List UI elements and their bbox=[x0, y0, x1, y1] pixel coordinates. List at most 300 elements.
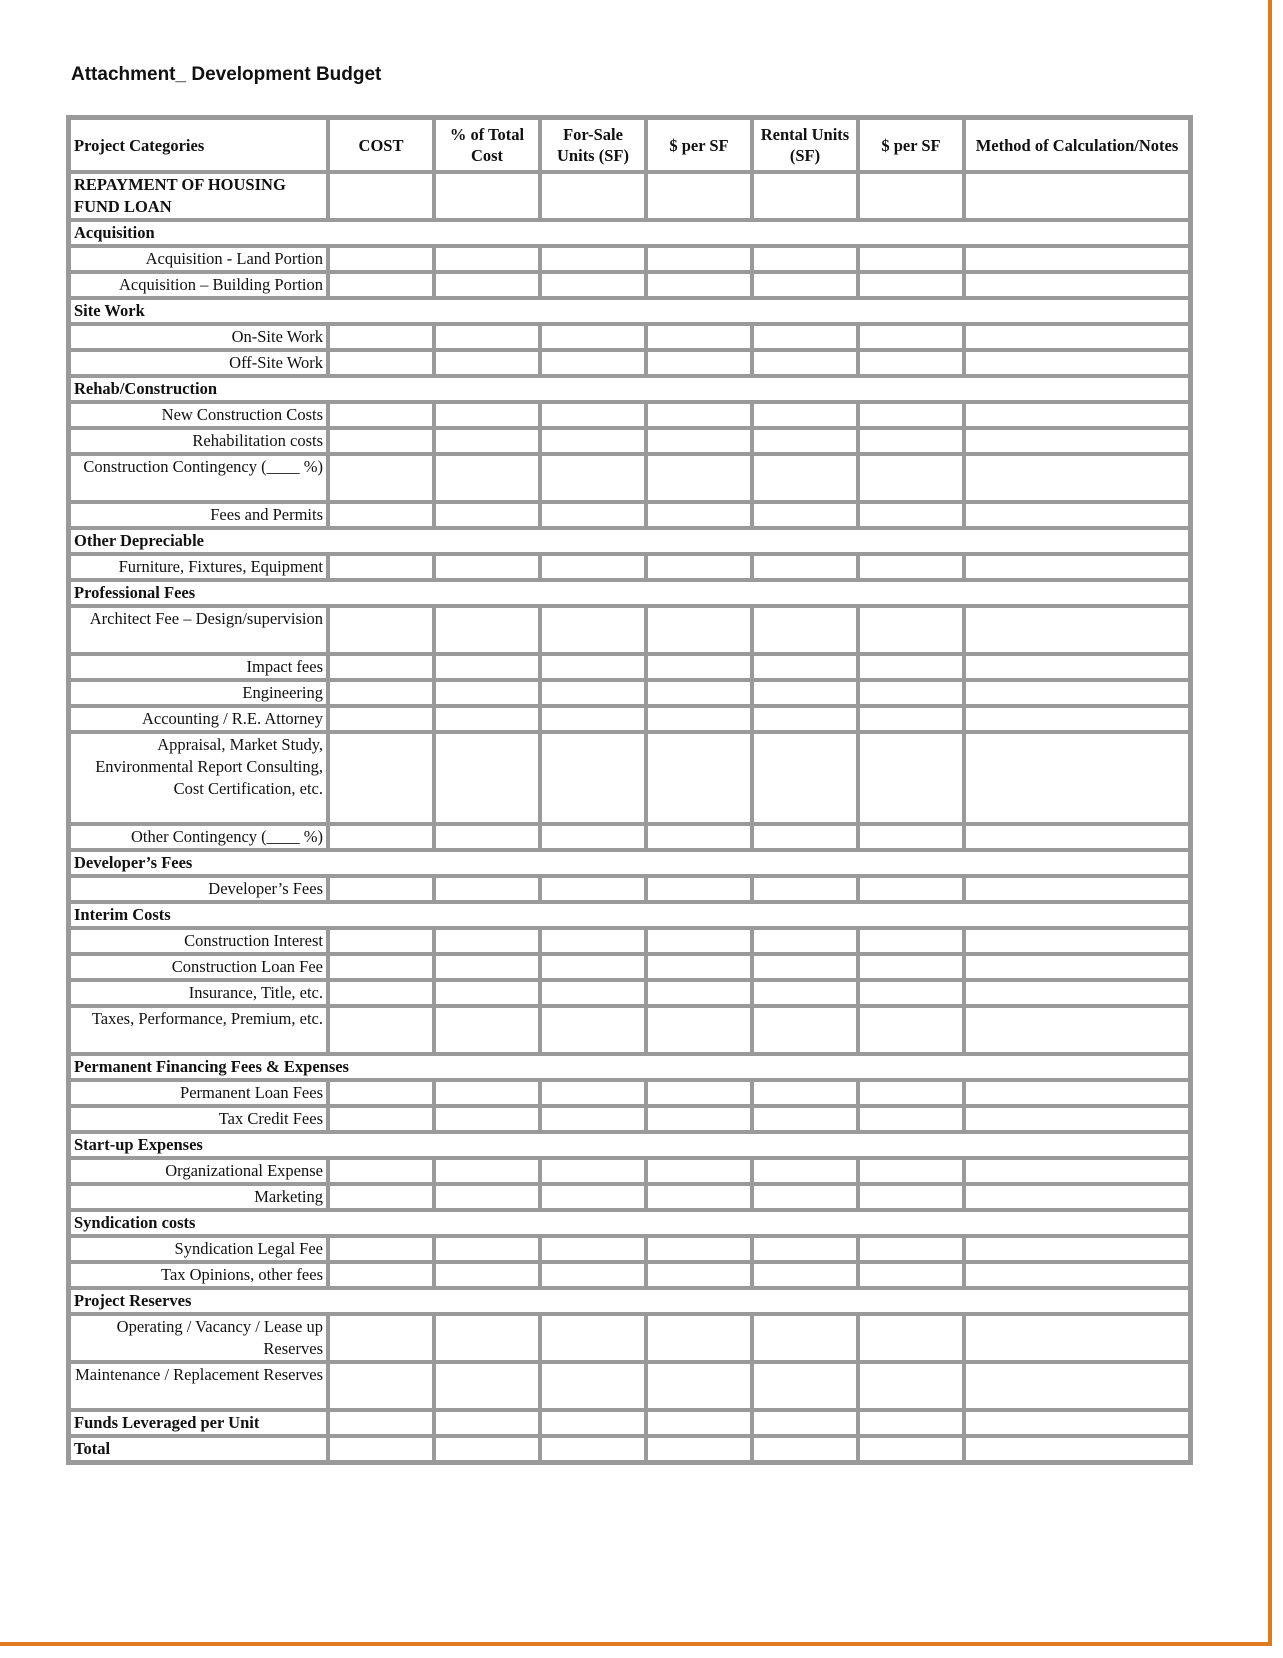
for-sale-per-sf-cell[interactable] bbox=[646, 502, 752, 528]
notes-cell[interactable] bbox=[964, 680, 1190, 706]
for-sale-units-cell[interactable] bbox=[540, 324, 646, 350]
table-row bbox=[69, 876, 1190, 902]
notes-cell[interactable] bbox=[964, 954, 1190, 980]
notes-cell[interactable] bbox=[964, 876, 1190, 902]
category-label: Impact fees bbox=[69, 654, 328, 680]
rental-units-cell[interactable] bbox=[752, 428, 858, 454]
category-label: Construction Loan Fee bbox=[69, 954, 328, 980]
section-row bbox=[69, 376, 1190, 402]
rental-per-sf-cell[interactable] bbox=[858, 324, 964, 350]
cost-cell[interactable] bbox=[328, 454, 434, 502]
percent-total-cell[interactable] bbox=[434, 246, 540, 272]
table-row bbox=[69, 732, 1190, 824]
percent-total-cell[interactable] bbox=[434, 824, 540, 850]
percent-total-cell[interactable] bbox=[434, 272, 540, 298]
rental-units-cell[interactable] bbox=[752, 324, 858, 350]
for-sale-per-sf-cell[interactable] bbox=[646, 1410, 752, 1436]
cost-cell[interactable] bbox=[328, 554, 434, 580]
column-header: For-Sale Units (SF) bbox=[540, 118, 646, 172]
section-row bbox=[69, 298, 1190, 324]
section-label: Syndication costs bbox=[69, 1210, 1190, 1236]
notes-cell[interactable] bbox=[964, 1262, 1190, 1288]
for-sale-units-cell[interactable] bbox=[540, 1236, 646, 1262]
section-label: Other Depreciable bbox=[69, 528, 1190, 554]
table-row bbox=[69, 324, 1190, 350]
table-row bbox=[69, 1236, 1190, 1262]
rental-per-sf-cell[interactable] bbox=[858, 350, 964, 376]
rental-per-sf-cell[interactable] bbox=[858, 1236, 964, 1262]
for-sale-units-cell[interactable] bbox=[540, 954, 646, 980]
rental-units-cell[interactable] bbox=[752, 1362, 858, 1410]
notes-cell[interactable] bbox=[964, 1158, 1190, 1184]
column-header: $ per SF bbox=[646, 118, 752, 172]
for-sale-per-sf-cell[interactable] bbox=[646, 706, 752, 732]
for-sale-units-cell[interactable] bbox=[540, 1158, 646, 1184]
percent-total-cell[interactable] bbox=[434, 554, 540, 580]
notes-cell[interactable] bbox=[964, 454, 1190, 502]
section-row bbox=[69, 1132, 1190, 1158]
percent-total-cell[interactable] bbox=[434, 1158, 540, 1184]
table-row bbox=[69, 402, 1190, 428]
for-sale-per-sf-cell[interactable] bbox=[646, 1262, 752, 1288]
for-sale-units-cell[interactable] bbox=[540, 402, 646, 428]
cost-cell[interactable] bbox=[328, 1314, 434, 1362]
percent-total-cell[interactable] bbox=[434, 1410, 540, 1436]
cost-cell[interactable] bbox=[328, 980, 434, 1006]
notes-cell[interactable] bbox=[964, 1106, 1190, 1132]
for-sale-per-sf-cell[interactable] bbox=[646, 1184, 752, 1210]
section-label: Start-up Expenses bbox=[69, 1132, 1190, 1158]
for-sale-per-sf-cell[interactable] bbox=[646, 606, 752, 654]
section-row bbox=[69, 580, 1190, 606]
cost-cell[interactable] bbox=[328, 428, 434, 454]
section-label: Project Reserves bbox=[69, 1288, 1190, 1314]
for-sale-units-cell[interactable] bbox=[540, 1006, 646, 1054]
for-sale-units-cell[interactable] bbox=[540, 1362, 646, 1410]
notes-cell[interactable] bbox=[964, 1236, 1190, 1262]
rental-units-cell[interactable] bbox=[752, 606, 858, 654]
cost-cell[interactable] bbox=[328, 876, 434, 902]
cost-cell[interactable] bbox=[328, 954, 434, 980]
table-row bbox=[69, 272, 1190, 298]
category-label: Other Contingency (____ %) bbox=[69, 824, 328, 850]
percent-total-cell[interactable] bbox=[434, 502, 540, 528]
rental-units-cell[interactable] bbox=[752, 1436, 858, 1462]
percent-total-cell[interactable] bbox=[434, 350, 540, 376]
table-row bbox=[69, 606, 1190, 654]
rental-per-sf-cell[interactable] bbox=[858, 272, 964, 298]
section-label: Rehab/Construction bbox=[69, 376, 1190, 402]
for-sale-units-cell[interactable] bbox=[540, 454, 646, 502]
notes-cell[interactable] bbox=[964, 428, 1190, 454]
notes-cell[interactable] bbox=[964, 1410, 1190, 1436]
section-label: Developer’s Fees bbox=[69, 850, 1190, 876]
table-row bbox=[69, 654, 1190, 680]
for-sale-units-cell[interactable] bbox=[540, 272, 646, 298]
table-row bbox=[69, 554, 1190, 580]
rental-per-sf-cell[interactable] bbox=[858, 980, 964, 1006]
notes-cell[interactable] bbox=[964, 928, 1190, 954]
notes-cell[interactable] bbox=[964, 1436, 1190, 1462]
for-sale-units-cell[interactable] bbox=[540, 246, 646, 272]
table-row bbox=[69, 1314, 1190, 1362]
cost-cell[interactable] bbox=[328, 350, 434, 376]
rental-units-cell[interactable] bbox=[752, 1262, 858, 1288]
cost-cell[interactable] bbox=[328, 606, 434, 654]
notes-cell[interactable] bbox=[964, 732, 1190, 824]
for-sale-per-sf-cell[interactable] bbox=[646, 824, 752, 850]
percent-total-cell[interactable] bbox=[434, 980, 540, 1006]
rental-per-sf-cell[interactable] bbox=[858, 876, 964, 902]
for-sale-units-cell[interactable] bbox=[540, 606, 646, 654]
for-sale-per-sf-cell[interactable] bbox=[646, 454, 752, 502]
percent-total-cell[interactable] bbox=[434, 1236, 540, 1262]
cost-cell[interactable] bbox=[328, 402, 434, 428]
section-row bbox=[69, 528, 1190, 554]
percent-total-cell[interactable] bbox=[434, 172, 540, 220]
for-sale-per-sf-cell[interactable] bbox=[646, 1236, 752, 1262]
notes-cell[interactable] bbox=[964, 324, 1190, 350]
development-budget-table bbox=[66, 115, 1193, 1465]
percent-total-cell[interactable] bbox=[434, 1080, 540, 1106]
for-sale-units-cell[interactable] bbox=[540, 928, 646, 954]
for-sale-per-sf-cell[interactable] bbox=[646, 1158, 752, 1184]
cost-cell[interactable] bbox=[328, 928, 434, 954]
rental-units-cell[interactable] bbox=[752, 402, 858, 428]
for-sale-per-sf-cell[interactable] bbox=[646, 1080, 752, 1106]
for-sale-per-sf-cell[interactable] bbox=[646, 324, 752, 350]
notes-cell[interactable] bbox=[964, 502, 1190, 528]
table-row bbox=[69, 680, 1190, 706]
section-label: Acquisition bbox=[69, 220, 1190, 246]
cost-cell[interactable] bbox=[328, 1436, 434, 1462]
notes-cell[interactable] bbox=[964, 1184, 1190, 1210]
category-label: Tax Credit Fees bbox=[69, 1106, 328, 1132]
cost-cell[interactable] bbox=[328, 706, 434, 732]
rental-per-sf-cell[interactable] bbox=[858, 1436, 964, 1462]
percent-total-cell[interactable] bbox=[434, 1436, 540, 1462]
table-row bbox=[69, 980, 1190, 1006]
rental-per-sf-cell[interactable] bbox=[858, 454, 964, 502]
rental-per-sf-cell[interactable] bbox=[858, 1006, 964, 1054]
cost-cell[interactable] bbox=[328, 502, 434, 528]
section-label: Professional Fees bbox=[69, 580, 1190, 606]
header-row bbox=[69, 118, 1190, 172]
cost-cell[interactable] bbox=[328, 272, 434, 298]
notes-cell[interactable] bbox=[964, 654, 1190, 680]
for-sale-per-sf-cell[interactable] bbox=[646, 928, 752, 954]
category-label: On-Site Work bbox=[69, 324, 328, 350]
section-row bbox=[69, 1288, 1190, 1314]
column-header: Project Categories bbox=[69, 118, 328, 172]
percent-total-cell[interactable] bbox=[434, 706, 540, 732]
rental-units-cell[interactable] bbox=[752, 1236, 858, 1262]
cost-cell[interactable] bbox=[328, 172, 434, 220]
rental-per-sf-cell[interactable] bbox=[858, 1410, 964, 1436]
rental-per-sf-cell[interactable] bbox=[858, 1314, 964, 1362]
table-row bbox=[69, 172, 1190, 220]
rental-units-cell[interactable] bbox=[752, 954, 858, 980]
rental-units-cell[interactable] bbox=[752, 980, 858, 1006]
for-sale-per-sf-cell[interactable] bbox=[646, 1436, 752, 1462]
percent-total-cell[interactable] bbox=[434, 428, 540, 454]
cost-cell[interactable] bbox=[328, 246, 434, 272]
table-row bbox=[69, 1080, 1190, 1106]
percent-total-cell[interactable] bbox=[434, 732, 540, 824]
for-sale-per-sf-cell[interactable] bbox=[646, 272, 752, 298]
for-sale-units-cell[interactable] bbox=[540, 680, 646, 706]
notes-cell[interactable] bbox=[964, 350, 1190, 376]
for-sale-units-cell[interactable] bbox=[540, 1314, 646, 1362]
percent-total-cell[interactable] bbox=[434, 876, 540, 902]
for-sale-per-sf-cell[interactable] bbox=[646, 246, 752, 272]
section-row bbox=[69, 1054, 1190, 1080]
rental-per-sf-cell[interactable] bbox=[858, 428, 964, 454]
category-label: Acquisition – Building Portion bbox=[69, 272, 328, 298]
category-label: Organizational Expense bbox=[69, 1158, 328, 1184]
notes-cell[interactable] bbox=[964, 1314, 1190, 1362]
rental-per-sf-cell[interactable] bbox=[858, 554, 964, 580]
for-sale-units-cell[interactable] bbox=[540, 1436, 646, 1462]
category-label: Construction Contingency (____ %) bbox=[69, 454, 328, 502]
table-row bbox=[69, 246, 1190, 272]
notes-cell[interactable] bbox=[964, 1362, 1190, 1410]
column-header: Rental Units (SF) bbox=[752, 118, 858, 172]
cost-cell[interactable] bbox=[328, 680, 434, 706]
section-label: Interim Costs bbox=[69, 902, 1190, 928]
table-row bbox=[69, 1262, 1190, 1288]
rental-units-cell[interactable] bbox=[752, 554, 858, 580]
category-label: Insurance, Title, etc. bbox=[69, 980, 328, 1006]
percent-total-cell[interactable] bbox=[434, 1262, 540, 1288]
table-row bbox=[69, 454, 1190, 502]
notes-cell[interactable] bbox=[964, 706, 1190, 732]
for-sale-per-sf-cell[interactable] bbox=[646, 732, 752, 824]
for-sale-units-cell[interactable] bbox=[540, 1410, 646, 1436]
rental-units-cell[interactable] bbox=[752, 824, 858, 850]
rental-units-cell[interactable] bbox=[752, 654, 858, 680]
percent-total-cell[interactable] bbox=[434, 680, 540, 706]
rental-per-sf-cell[interactable] bbox=[858, 1106, 964, 1132]
rental-per-sf-cell[interactable] bbox=[858, 402, 964, 428]
category-label: New Construction Costs bbox=[69, 402, 328, 428]
rental-per-sf-cell[interactable] bbox=[858, 606, 964, 654]
table-row bbox=[69, 1106, 1190, 1132]
rental-units-cell[interactable] bbox=[752, 1158, 858, 1184]
section-row bbox=[69, 1210, 1190, 1236]
table-row bbox=[69, 954, 1190, 980]
table-row bbox=[69, 1436, 1190, 1462]
notes-cell[interactable] bbox=[964, 1006, 1190, 1054]
for-sale-units-cell[interactable] bbox=[540, 350, 646, 376]
category-label: REPAYMENT OF HOUSING FUND LOAN bbox=[69, 172, 328, 220]
percent-total-cell[interactable] bbox=[434, 1006, 540, 1054]
rental-units-cell[interactable] bbox=[752, 1184, 858, 1210]
for-sale-per-sf-cell[interactable] bbox=[646, 350, 752, 376]
rental-per-sf-cell[interactable] bbox=[858, 1362, 964, 1410]
percent-total-cell[interactable] bbox=[434, 1362, 540, 1410]
category-label: Total bbox=[69, 1436, 328, 1462]
for-sale-per-sf-cell[interactable] bbox=[646, 680, 752, 706]
for-sale-per-sf-cell[interactable] bbox=[646, 1362, 752, 1410]
cost-cell[interactable] bbox=[328, 1236, 434, 1262]
rental-per-sf-cell[interactable] bbox=[858, 1262, 964, 1288]
rental-units-cell[interactable] bbox=[752, 1006, 858, 1054]
percent-total-cell[interactable] bbox=[434, 1314, 540, 1362]
cost-cell[interactable] bbox=[328, 1080, 434, 1106]
category-label: Fees and Permits bbox=[69, 502, 328, 528]
rental-per-sf-cell[interactable] bbox=[858, 502, 964, 528]
cost-cell[interactable] bbox=[328, 732, 434, 824]
category-label: Acquisition - Land Portion bbox=[69, 246, 328, 272]
rental-units-cell[interactable] bbox=[752, 1106, 858, 1132]
rental-units-cell[interactable] bbox=[752, 246, 858, 272]
cost-cell[interactable] bbox=[328, 654, 434, 680]
rental-units-cell[interactable] bbox=[752, 172, 858, 220]
rental-units-cell[interactable] bbox=[752, 1314, 858, 1362]
column-header: % of Total Cost bbox=[434, 118, 540, 172]
rental-per-sf-cell[interactable] bbox=[858, 706, 964, 732]
percent-total-cell[interactable] bbox=[434, 324, 540, 350]
category-label: Architect Fee – Design/supervision bbox=[69, 606, 328, 654]
category-label: Off-Site Work bbox=[69, 350, 328, 376]
category-label: Construction Interest bbox=[69, 928, 328, 954]
table-row bbox=[69, 928, 1190, 954]
cost-cell[interactable] bbox=[328, 1106, 434, 1132]
for-sale-per-sf-cell[interactable] bbox=[646, 980, 752, 1006]
rental-per-sf-cell[interactable] bbox=[858, 824, 964, 850]
rental-per-sf-cell[interactable] bbox=[858, 1080, 964, 1106]
percent-total-cell[interactable] bbox=[434, 928, 540, 954]
table-row bbox=[69, 1184, 1190, 1210]
column-header: COST bbox=[328, 118, 434, 172]
table-row bbox=[69, 1158, 1190, 1184]
percent-total-cell[interactable] bbox=[434, 402, 540, 428]
cost-cell[interactable] bbox=[328, 1006, 434, 1054]
rental-per-sf-cell[interactable] bbox=[858, 1158, 964, 1184]
document-title: Attachment_ Development Budget bbox=[71, 64, 382, 85]
rental-per-sf-cell[interactable] bbox=[858, 732, 964, 824]
percent-total-cell[interactable] bbox=[434, 1106, 540, 1132]
percent-total-cell[interactable] bbox=[434, 454, 540, 502]
rental-per-sf-cell[interactable] bbox=[858, 654, 964, 680]
table-row bbox=[69, 1362, 1190, 1410]
notes-cell[interactable] bbox=[964, 402, 1190, 428]
notes-cell[interactable] bbox=[964, 554, 1190, 580]
notes-cell[interactable] bbox=[964, 272, 1190, 298]
rental-units-cell[interactable] bbox=[752, 928, 858, 954]
section-row bbox=[69, 220, 1190, 246]
category-label: Rehabilitation costs bbox=[69, 428, 328, 454]
category-label: Permanent Loan Fees bbox=[69, 1080, 328, 1106]
rental-units-cell[interactable] bbox=[752, 272, 858, 298]
for-sale-per-sf-cell[interactable] bbox=[646, 954, 752, 980]
cost-cell[interactable] bbox=[328, 1362, 434, 1410]
for-sale-units-cell[interactable] bbox=[540, 502, 646, 528]
cost-cell[interactable] bbox=[328, 324, 434, 350]
for-sale-units-cell[interactable] bbox=[540, 824, 646, 850]
for-sale-units-cell[interactable] bbox=[540, 428, 646, 454]
rental-per-sf-cell[interactable] bbox=[858, 172, 964, 220]
section-row bbox=[69, 850, 1190, 876]
rental-units-cell[interactable] bbox=[752, 876, 858, 902]
category-label: Accounting / R.E. Attorney bbox=[69, 706, 328, 732]
rental-units-cell[interactable] bbox=[752, 706, 858, 732]
section-row bbox=[69, 902, 1190, 928]
table-row bbox=[69, 824, 1190, 850]
cost-cell[interactable] bbox=[328, 1184, 434, 1210]
for-sale-per-sf-cell[interactable] bbox=[646, 1006, 752, 1054]
for-sale-units-cell[interactable] bbox=[540, 732, 646, 824]
for-sale-units-cell[interactable] bbox=[540, 1262, 646, 1288]
notes-cell[interactable] bbox=[964, 1080, 1190, 1106]
for-sale-units-cell[interactable] bbox=[540, 706, 646, 732]
notes-cell[interactable] bbox=[964, 172, 1190, 220]
category-label: Furniture, Fixtures, Equipment bbox=[69, 554, 328, 580]
category-label: Engineering bbox=[69, 680, 328, 706]
rental-units-cell[interactable] bbox=[752, 502, 858, 528]
rental-per-sf-cell[interactable] bbox=[858, 680, 964, 706]
for-sale-units-cell[interactable] bbox=[540, 1106, 646, 1132]
rental-per-sf-cell[interactable] bbox=[858, 246, 964, 272]
for-sale-per-sf-cell[interactable] bbox=[646, 1314, 752, 1362]
for-sale-units-cell[interactable] bbox=[540, 554, 646, 580]
notes-cell[interactable] bbox=[964, 980, 1190, 1006]
rental-per-sf-cell[interactable] bbox=[858, 928, 964, 954]
cost-cell[interactable] bbox=[328, 824, 434, 850]
rental-units-cell[interactable] bbox=[752, 680, 858, 706]
for-sale-per-sf-cell[interactable] bbox=[646, 554, 752, 580]
category-label: Tax Opinions, other fees bbox=[69, 1262, 328, 1288]
for-sale-per-sf-cell[interactable] bbox=[646, 654, 752, 680]
for-sale-per-sf-cell[interactable] bbox=[646, 172, 752, 220]
for-sale-units-cell[interactable] bbox=[540, 1184, 646, 1210]
rental-units-cell[interactable] bbox=[752, 454, 858, 502]
rental-units-cell[interactable] bbox=[752, 1080, 858, 1106]
category-label: Marketing bbox=[69, 1184, 328, 1210]
notes-cell[interactable] bbox=[964, 246, 1190, 272]
rental-units-cell[interactable] bbox=[752, 732, 858, 824]
notes-cell[interactable] bbox=[964, 606, 1190, 654]
percent-total-cell[interactable] bbox=[434, 954, 540, 980]
rental-units-cell[interactable] bbox=[752, 350, 858, 376]
cost-cell[interactable] bbox=[328, 1410, 434, 1436]
table-row bbox=[69, 350, 1190, 376]
for-sale-units-cell[interactable] bbox=[540, 654, 646, 680]
rental-units-cell[interactable] bbox=[752, 1410, 858, 1436]
for-sale-per-sf-cell[interactable] bbox=[646, 876, 752, 902]
for-sale-units-cell[interactable] bbox=[540, 1080, 646, 1106]
for-sale-units-cell[interactable] bbox=[540, 172, 646, 220]
for-sale-per-sf-cell[interactable] bbox=[646, 1106, 752, 1132]
rental-per-sf-cell[interactable] bbox=[858, 954, 964, 980]
cost-cell[interactable] bbox=[328, 1262, 434, 1288]
category-label: Developer’s Fees bbox=[69, 876, 328, 902]
table-row bbox=[69, 428, 1190, 454]
table-row bbox=[69, 1006, 1190, 1054]
for-sale-units-cell[interactable] bbox=[540, 876, 646, 902]
category-label: Taxes, Performance, Premium, etc. bbox=[69, 1006, 328, 1054]
percent-total-cell[interactable] bbox=[434, 654, 540, 680]
notes-cell[interactable] bbox=[964, 824, 1190, 850]
for-sale-per-sf-cell[interactable] bbox=[646, 402, 752, 428]
cost-cell[interactable] bbox=[328, 1158, 434, 1184]
percent-total-cell[interactable] bbox=[434, 606, 540, 654]
rental-per-sf-cell[interactable] bbox=[858, 1184, 964, 1210]
for-sale-per-sf-cell[interactable] bbox=[646, 428, 752, 454]
percent-total-cell[interactable] bbox=[434, 1184, 540, 1210]
for-sale-units-cell[interactable] bbox=[540, 980, 646, 1006]
